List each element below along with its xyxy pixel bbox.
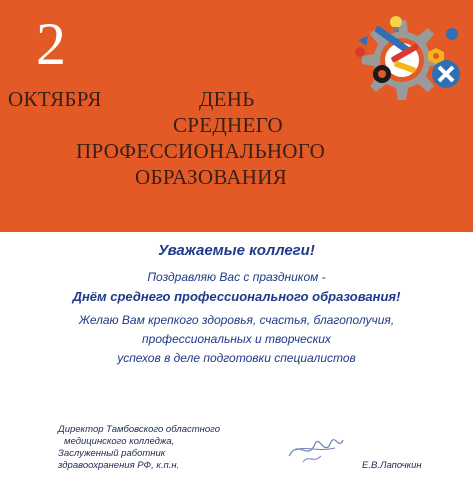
month-label: ОКТЯБРЯ	[8, 87, 102, 111]
day-number: 2	[36, 11, 66, 77]
signatory-title-line: здравоохранения РФ, к.п.н.	[58, 460, 180, 471]
gear-tools-emblem-icon	[338, 10, 464, 116]
signatory-name: Е.В.Лапочкин	[362, 460, 422, 471]
handwritten-signature	[285, 428, 345, 468]
signatory-title-line: Заслуженный работник	[58, 448, 166, 459]
holiday-banner	[0, 0, 473, 232]
greeting-line: успехов в деле подготовки специалистов	[117, 351, 356, 365]
signatory-title-line: медицинского колледжа,	[64, 436, 175, 447]
signatory-title	[58, 424, 248, 472]
signatory-title-line: Директор Тамбовского областного	[58, 424, 221, 435]
greeting-line: Желаю Вам крепкого здоровья, счастья, благополучия,	[78, 313, 395, 327]
holiday-title-line: ДЕНЬ	[199, 87, 255, 111]
holiday-title-line: ОБРАЗОВАНИЯ	[135, 165, 288, 189]
greeting-line: профессиональных и творческих	[142, 332, 331, 346]
holiday-title-line: СРЕДНЕГО	[173, 113, 284, 137]
greeting-line: Днём среднего профессионального образования!	[72, 289, 401, 304]
salutation: Уважаемые коллеги!	[158, 242, 315, 259]
greeting-line: Поздравляю Вас с праздником -	[147, 270, 326, 284]
holiday-title-line: ПРОФЕССИОНАЛЬНОГО	[76, 139, 326, 163]
